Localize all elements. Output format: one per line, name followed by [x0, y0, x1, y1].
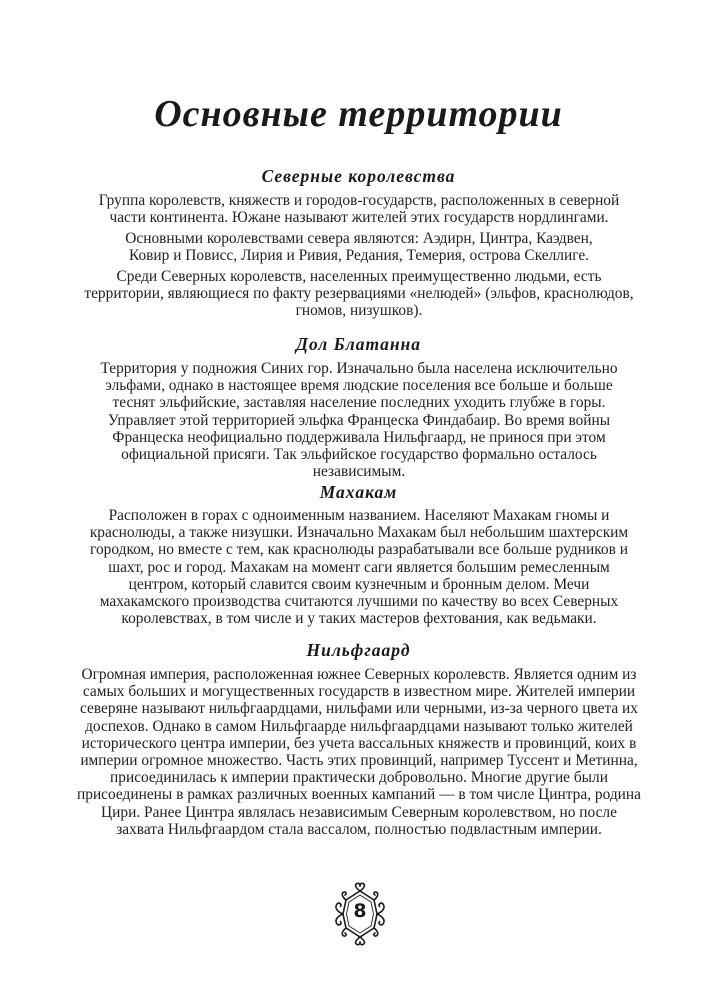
paragraph-northern-kingdoms-3: Среди Северных королевств, населенных преимущественно людьми, есть территории, являющиеся по факту резервациями «нелюдей» (эльфов, краснолюдов, гномов, низушков).	[84, 268, 634, 320]
paragraph-dol-blathanna: Территория у подножия Синих гор. Изначально была населена исключительно эльфами, однако в настоящее время людские поселения все больше и больше теснят эльфийские, заставляя население последних уходить глубже в горы. Управляет этой территорией эльфка Францеска Финдабаир. Во время войны Францеска неофициально поддерживала Нильфгаард, не принося при этом официальной присяги. Так эльфийское государство формально осталось независимым.	[100, 360, 618, 481]
paragraph-northern-kingdoms-2: Основными королевствами севера являются: Аэдирн, Цинтра, Каэдвен, Ковир и Повисс, Лирия и Ривия, Редания, Темерия, острова Скеллиге.	[125, 230, 593, 265]
page-title: Основные территории	[154, 93, 563, 135]
page-number: 8	[353, 900, 367, 922]
section-heading-dol-blathanna: Дол Блатанна	[295, 334, 421, 354]
section-heading-mahakam: Махакам	[319, 482, 398, 502]
section-heading-nilfgaard: Нильфгаард	[306, 640, 411, 660]
paragraph-northern-kingdoms-1: Группа королевств, княжеств и городов-государств, расположенных в северной части континента. Южане называют жителей этих государств нордлингами.	[98, 192, 620, 227]
paragraph-nilfgaard: Огромная империя, расположенная южнее Северных королевств. Является одним из самых больших и могущественных государств в известном мире. Жителей империи северяне называют нильфгаардцами, нильфами или черными, из-за черного цвета их доспехов. Однако в самом Нильфгаарде нильфгаардцами называют только жителей исторического центра империи, без учета вассальных княжеств и провинций, коих в империи огромное множество. Часть этих провинций, например Туссент и Метинна, присоединилась к империи практически добровольно. Многие другие были присоединены в рамках различных военных кампаний — в том числе Цинтра, родина Цири. Ранее Цинтра являлась независимым Северным королевством, но после захвата Нильфгаардом стала вассалом, полностью подвластным империи.	[77, 666, 641, 838]
paragraph-mahakam: Расположен в горах с одноименным названием. Населяют Махакам гномы и краснолюды, а также низушки. Изначально Махакам был небольшим шахтерским городком, но вместе с тем, как краснолюды разрабатывали все больше рудников и шахт, рос и город. Махакам на момент саги является большим ремесленным центром, который славится своим кузнечным и бронным делом. Мечи махакамского производства считаются лучшими по качеству во всех Северных королевствах, в том числе и у таких мастеров фехтования, как ведьмаки.	[89, 507, 629, 628]
section-heading-northern-kingdoms: Северные королевства	[261, 166, 456, 186]
